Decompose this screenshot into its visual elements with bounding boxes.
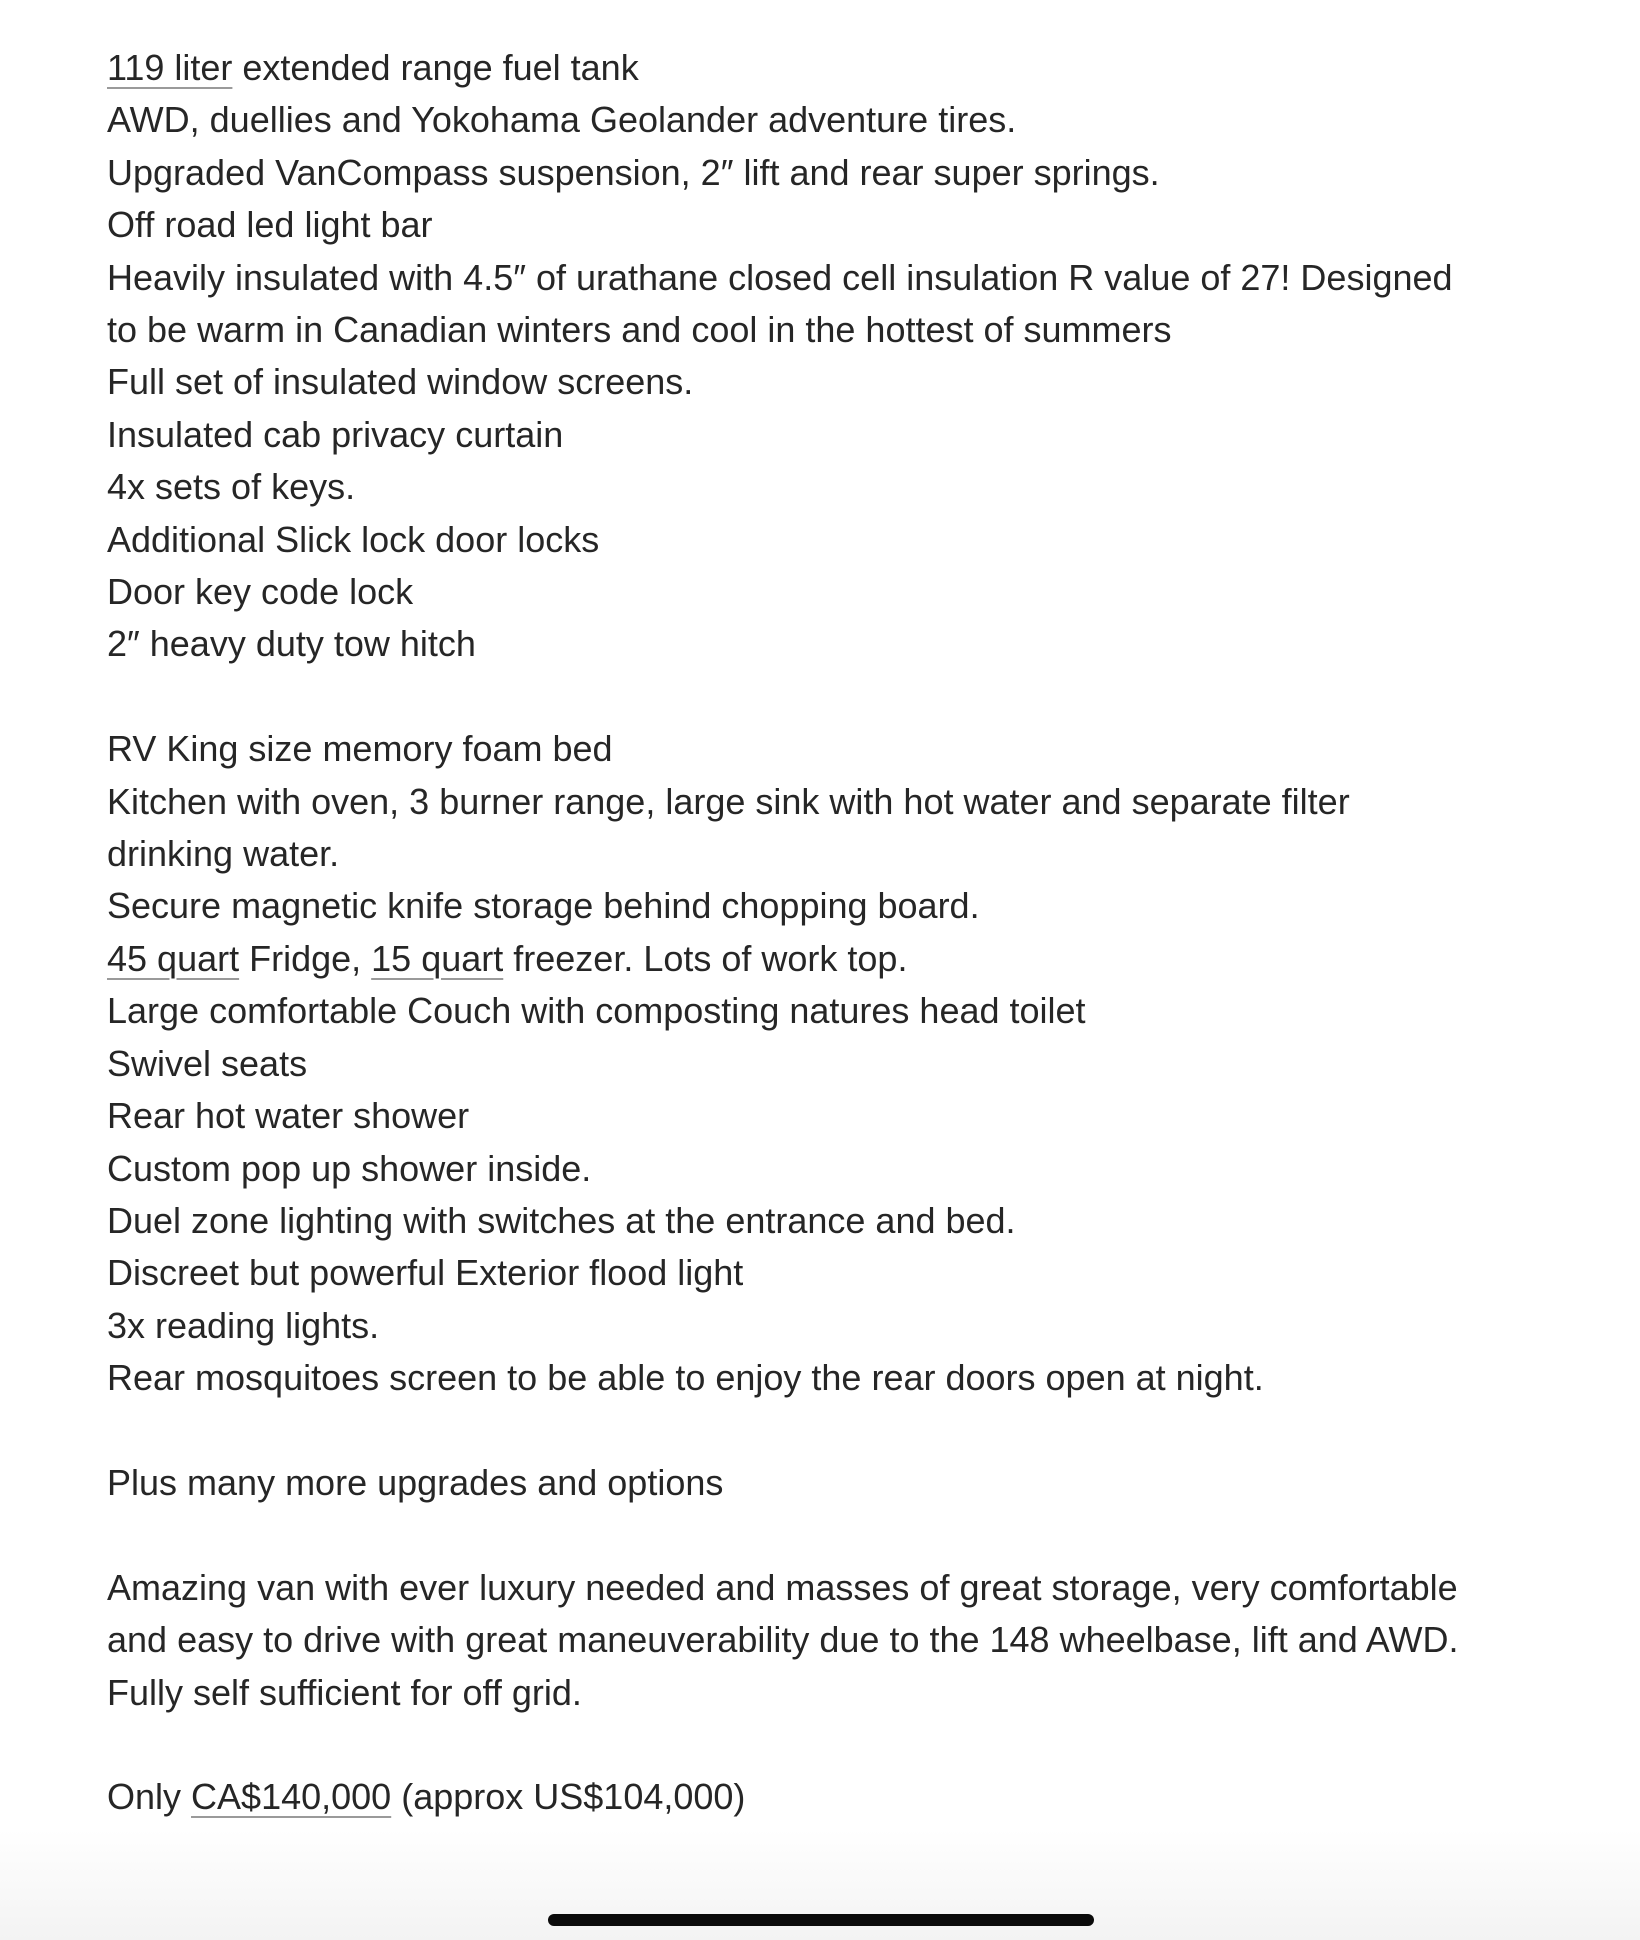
note-line: Door key code lock (107, 571, 414, 613)
note-line: 3x reading lights. (107, 1304, 380, 1346)
note-line: and easy to drive with great maneuverability due to the 148 wheelbase, lift and AWD. (107, 1619, 1459, 1661)
note-line: Discreet but powerful Exterior flood light (107, 1252, 744, 1294)
note-line (107, 933, 1547, 985)
note-line: Upgraded VanCompass suspension, 2″ lift and rear super springs. (107, 151, 1160, 193)
note-text: freezer. Lots of work top. (503, 937, 908, 979)
note-line: Large comfortable Couch with composting natures head toilet (107, 990, 1086, 1032)
note-line: drinking water. (107, 833, 340, 875)
note-line: Fully self sufficient for off grid. (107, 1671, 582, 1713)
home-indicator[interactable] (548, 1914, 1094, 1926)
note-line: 4x sets of keys. (107, 466, 356, 508)
note-line: Rear mosquitoes screen to be able to enjoy the rear doors open at night. (107, 1357, 1264, 1399)
note-line: Custom pop up shower inside. (107, 1147, 592, 1189)
note-line: Full set of insulated window screens. (107, 361, 694, 403)
note-body[interactable] (107, 42, 1547, 1824)
note-text: Fridge, (239, 937, 372, 979)
note-line: to be warm in Canadian winters and cool in the hottest of summers (107, 309, 1172, 351)
note-line: Rear hot water shower (107, 1095, 470, 1137)
note-line: 2″ heavy duty tow hitch (107, 623, 476, 665)
detected-price-link[interactable]: CA$140,000 (191, 1776, 392, 1818)
note-line: Insulated cab privacy curtain (107, 413, 564, 455)
note-line: Swivel seats (107, 1042, 308, 1084)
note-line: Kitchen with oven, 3 burner range, large sink with hot water and separate filter (107, 780, 1350, 822)
note-line: Additional Slick lock door locks (107, 518, 600, 560)
detected-measurement-link[interactable]: 119 liter (107, 47, 233, 88)
note-text: Only (107, 1776, 192, 1818)
note-text: extended range fuel tank (232, 47, 639, 88)
note-text: (approx US$104,000) (391, 1776, 746, 1818)
detected-measurement-link[interactable]: 15 quart (371, 937, 504, 979)
note-line (107, 42, 1547, 94)
blank-line (107, 1509, 1547, 1561)
detected-measurement-link[interactable]: 45 quart (107, 937, 240, 979)
note-line: RV King size memory foam bed (107, 728, 613, 770)
blank-line (107, 671, 1547, 723)
note-line: Off road led light bar (107, 204, 433, 246)
note-line: Secure magnetic knife storage behind chopping board. (107, 885, 980, 927)
note-line: Heavily insulated with 4.5″ of urathane closed cell insulation R value of 27! Designed (107, 256, 1453, 298)
note-line: Duel zone lighting with switches at the entrance and bed. (107, 1199, 1016, 1241)
note-line: Plus many more upgrades and options (107, 1461, 724, 1503)
note-line: AWD, duellies and Yokohama Geolander adventure tires. (107, 99, 1017, 141)
note-line (107, 1771, 1547, 1823)
blank-line (107, 1405, 1547, 1457)
blank-line (107, 1719, 1547, 1771)
note-line: Amazing van with ever luxury needed and masses of great storage, very comfortable (107, 1566, 1458, 1608)
